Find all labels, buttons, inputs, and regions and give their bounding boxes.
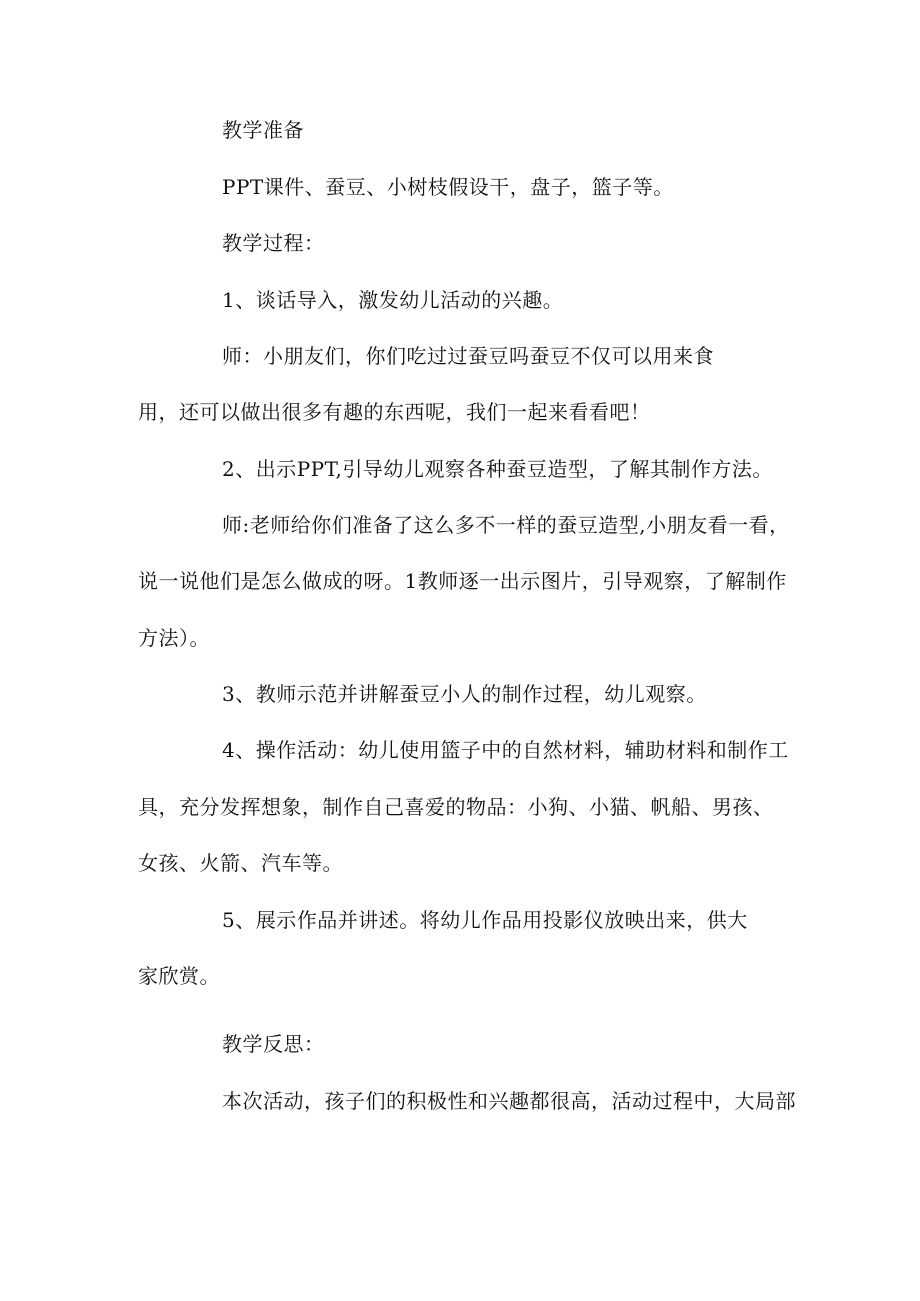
paragraph-line: 4、操作活动：幼儿使用篮子中的自然材料，辅助材料和制作工 bbox=[222, 738, 789, 762]
section-heading-reflection: 教学反思： bbox=[222, 1032, 325, 1056]
paragraph-line: PPT课件、蚕豆、小树枝假设干，盘子，篮子等。 bbox=[222, 175, 674, 199]
paragraph-line: 女孩、火箭、汽车等。 bbox=[138, 851, 343, 875]
paragraph-line: 5、展示作品并讲述。将幼儿作品用投影仪放映出来，供大 bbox=[222, 908, 748, 932]
paragraph-line: 说一说他们是怎么做成的呀。1教师逐一出示图片，引导观察，了解制作 bbox=[138, 569, 787, 593]
paragraph-line: 具，充分发挥想象，制作自己喜爱的物品：小狗、小猫、帆船、男孩、 bbox=[138, 795, 774, 819]
paragraph-line: 方法）。 bbox=[138, 626, 210, 650]
paragraph-line: 2、出示PPT,引导幼儿观察各种蚕豆造型，了解其制作方法。 bbox=[222, 457, 773, 481]
paragraph-line: 家欣赏。 bbox=[138, 964, 220, 988]
paragraph-line: 1、谈话导入，激发幼儿活动的兴趣。 bbox=[222, 288, 564, 312]
paragraph-line: 3、教师示范并讲解蚕豆小人的制作过程，幼儿观察。 bbox=[222, 682, 707, 706]
paragraph-line: 用，还可以做出很多有趣的东西呢，我们一起来看看吧！ bbox=[138, 400, 651, 424]
paragraph-line: 师：小朋友们，你们吃过过蚕豆吗蚕豆不仅可以用来食 bbox=[222, 344, 714, 368]
section-heading-preparation: 教学准备 bbox=[222, 118, 304, 142]
section-heading-process: 教学过程： bbox=[222, 231, 325, 255]
paragraph-line: 本次活动，孩子们的积极性和兴趣都很高，活动过程中，大局部 bbox=[222, 1089, 796, 1113]
paragraph-line: 师:老师给你们准备了这么多不一样的蚕豆造型,小朋友看一看， bbox=[222, 513, 790, 537]
